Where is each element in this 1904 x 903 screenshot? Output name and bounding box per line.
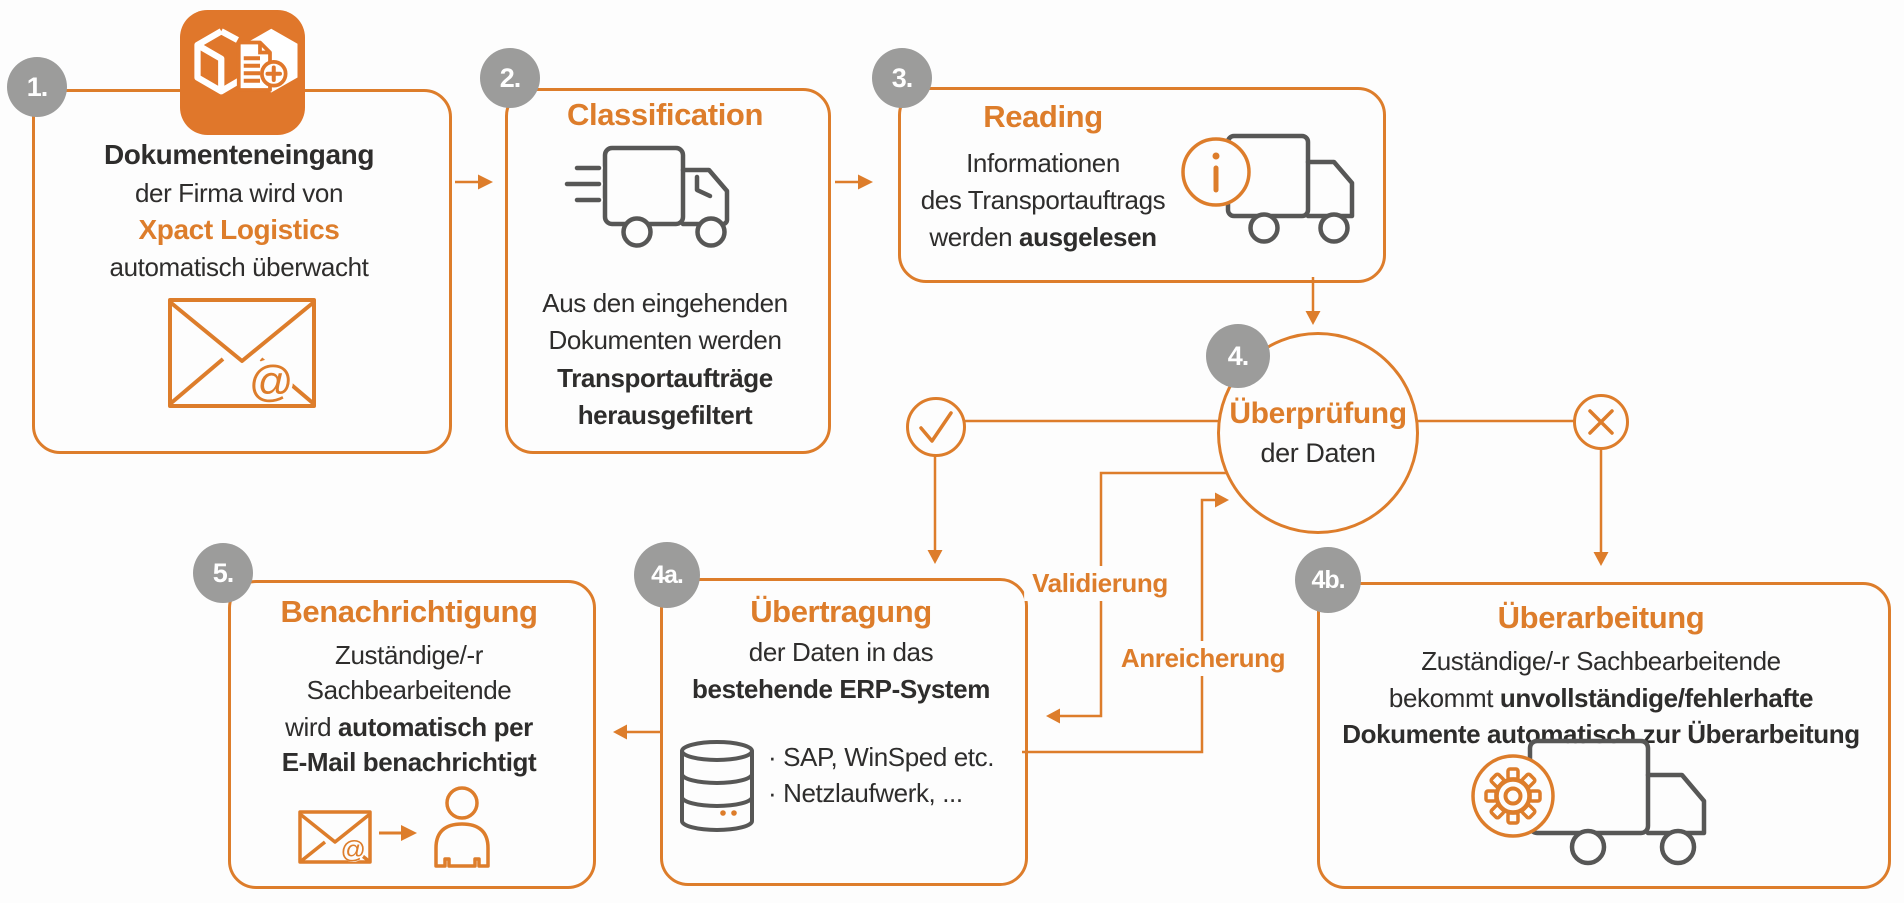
step2-line2: Dokumenten werden: [548, 325, 782, 355]
step1-badge: 1.: [7, 57, 67, 117]
validierung-arrow-head: [1046, 709, 1060, 724]
step3-title: Reading: [983, 99, 1103, 134]
step1-line1: Dokumenteneingang: [103, 139, 375, 170]
step4b-badge: 4b.: [1295, 547, 1361, 613]
step4a-line1: der Daten in das: [748, 637, 934, 667]
at-glyph-small: @: [340, 836, 366, 864]
step3-badge: 3.: [872, 48, 932, 108]
small-envelope-icon: [300, 812, 370, 864]
arrow-3-to-4-head: [1306, 311, 1321, 325]
step4-badge: 4.: [1206, 324, 1270, 388]
step4-subtitle: der Daten: [1260, 438, 1376, 468]
step4b-line1: Zuständige/-r Sachbearbeitende: [1421, 646, 1781, 676]
step3-line2: des Transportauftrags: [920, 185, 1166, 215]
delivery-truck-icon: [563, 138, 755, 260]
arrow-check-to-4a-head: [928, 550, 943, 564]
step1-line3: Xpact Logistics: [138, 214, 340, 245]
email-at-icon: [167, 297, 317, 409]
cross-circle-icon: [1575, 396, 1628, 449]
step2-line4: herausgefiltert: [577, 400, 753, 430]
step4a-badge: 4a.: [634, 542, 700, 608]
xpact-app-icon: [180, 10, 305, 135]
check-circle-icon: [908, 399, 965, 456]
arrow-email-to-person: [379, 825, 417, 841]
step4b-title: Überarbeitung: [1497, 600, 1705, 635]
step4b-line2: bekommt unvollständige/fehlerhafte: [1388, 683, 1814, 713]
step4a-bullet2: · Netzlaufwerk, ...: [768, 778, 963, 808]
step5-line1: Zuständige/-r: [335, 640, 483, 670]
step5-line4: E-Mail benachrichtigt: [281, 747, 537, 777]
validierung-label: Validierung: [1024, 566, 1176, 601]
arrow-1-to-2-head: [478, 175, 493, 190]
step4-title: Überprüfung: [1229, 397, 1407, 430]
step5-line3: wird automatisch per: [285, 712, 533, 742]
step5-line2: Sachbearbeitende: [306, 675, 512, 705]
arrow-4a-to-5-head: [613, 725, 627, 740]
step3-line3: werden ausgelesen: [929, 222, 1157, 252]
step2-badge: 2.: [480, 48, 540, 108]
step3-line1: Informationen: [966, 148, 1120, 178]
arrow-2-to-3-head: [858, 175, 873, 190]
step2-title: Classification: [567, 97, 763, 132]
at-glyph: @: [248, 357, 294, 406]
step4a-bullet1: · SAP, WinSped etc.: [768, 742, 995, 772]
database-icon: [678, 740, 756, 832]
step1-line4: automatisch überwacht: [109, 252, 369, 282]
step4a-title: Übertragung: [750, 594, 932, 629]
anreicherung-label: Anreicherung: [1113, 641, 1293, 676]
step2-line1: Aus den eingehenden: [542, 288, 788, 318]
step5-badge: 5.: [193, 543, 253, 603]
anreicherung-arrow-head: [1215, 493, 1229, 508]
arrow-cross-to-4b-head: [1594, 552, 1609, 566]
step5-title: Benachrichtigung: [280, 594, 538, 629]
step4b-line3: Dokumente automatisch zur Überarbeitung: [1342, 719, 1860, 749]
truck-info-icon: [1172, 128, 1372, 256]
step1-line2: der Firma wird von: [134, 178, 344, 208]
step2-line3: Transportaufträge: [557, 363, 773, 393]
person-icon: [436, 788, 488, 866]
step4a-line2: bestehende ERP-System: [692, 674, 990, 704]
gear-truck-icon: [1468, 735, 1733, 875]
email-to-person-icon: [295, 780, 495, 870]
